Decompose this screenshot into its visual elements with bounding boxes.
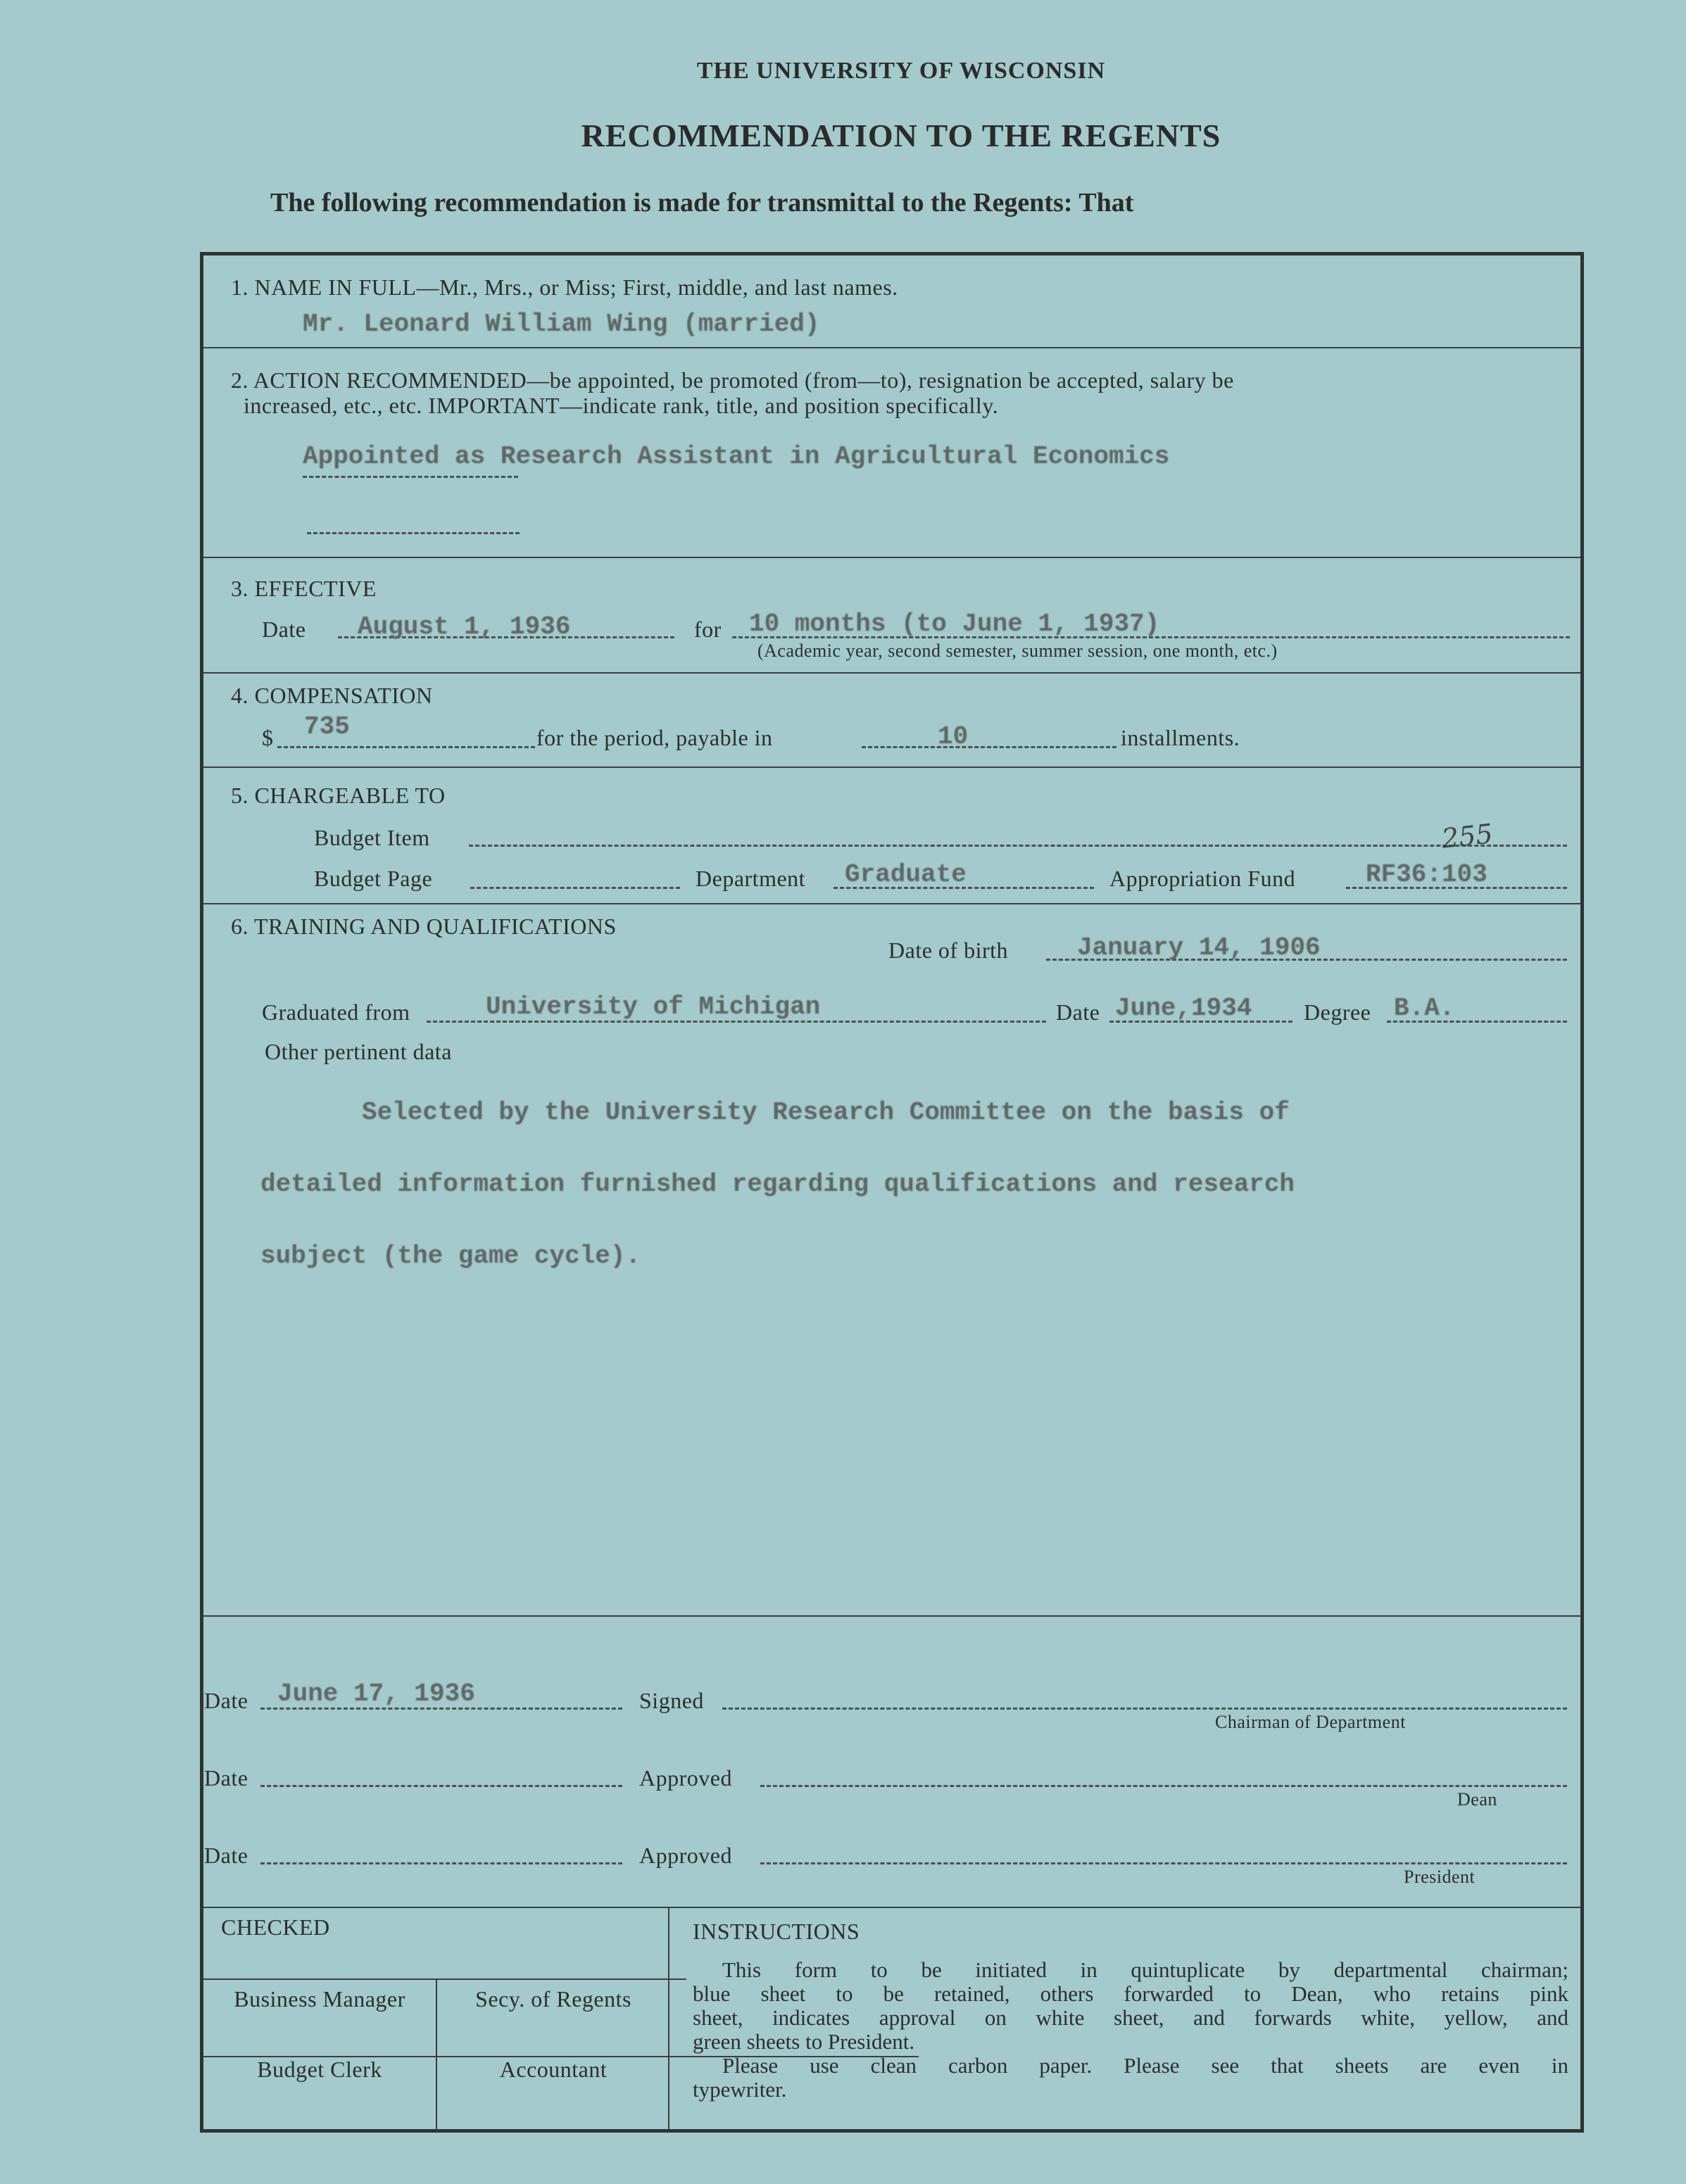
instructions-line: blue sheet to be retained, others forwarded to Dean, who retains pink — [693, 1981, 1568, 2006]
divider — [203, 1907, 1580, 1908]
business-manager-label: Business Manager — [234, 1986, 405, 2012]
fund-label: Appropriation Fund — [1109, 866, 1296, 891]
other-data-line: subject (the game cycle). — [260, 1242, 641, 1270]
name-value: Mr. Leonard William Wing (married) — [303, 310, 820, 339]
degree-label: Degree — [1304, 999, 1371, 1025]
period-text: for the period, payable in — [536, 725, 773, 750]
instructions-line: sheet, indicates approval on white sheet, and forwards white, yellow, and — [693, 2005, 1568, 2030]
budget-clerk-label: Budget Clerk — [257, 2057, 382, 2082]
instructions-line: This form to be initiated in quintuplicate by departmental chairman; — [722, 1957, 1568, 1982]
graduated-label: Graduated from — [262, 999, 410, 1025]
signed-line[interactable] — [722, 1708, 1567, 1710]
checked-title: CHECKED — [221, 1914, 330, 1940]
divider — [203, 903, 1580, 904]
dean-date-line[interactable] — [260, 1785, 622, 1787]
chairman-caption: Chairman of Department — [1215, 1712, 1406, 1732]
president-approved-line[interactable] — [760, 1862, 1567, 1864]
form-intro: The following recommendation is made for transmittal to the Regents: That — [270, 188, 1134, 217]
installments-text: installments. — [1121, 725, 1240, 750]
effective-period-value: 10 months (to June 1, 1937) — [749, 610, 1160, 638]
other-data-line: detailed information furnished regarding qualifications and research — [260, 1170, 1295, 1199]
compensation-amount: 735 — [304, 712, 350, 741]
installments-line — [862, 746, 1116, 748]
amount-line — [277, 746, 535, 748]
instructions-line: typewriter. — [693, 2077, 787, 2102]
installments-value: 10 — [938, 722, 969, 751]
other-data-label: Other pertinent data — [265, 1039, 452, 1064]
graduated-value: University of Michigan — [486, 992, 821, 1021]
accountant-label: Accountant — [499, 2057, 608, 2082]
secy-regents-label: Secy. of Regents — [475, 1986, 631, 2012]
instructions-line: green sheets to President. — [693, 2029, 915, 2054]
dean-approved-line[interactable] — [760, 1785, 1567, 1787]
divider — [203, 347, 1580, 348]
signature-date-label: Date — [204, 1688, 249, 1713]
department-value: Graduate — [845, 860, 967, 889]
effective-label: 3. EFFECTIVE — [231, 576, 377, 601]
president-approved-label: Approved — [639, 1843, 732, 1868]
divider-vertical — [668, 1907, 669, 2129]
action-value: Appointed as Research Assistant in Agricultural Economics — [303, 442, 1170, 471]
president-date-line[interactable] — [260, 1862, 622, 1864]
instructions-title: INSTRUCTIONS — [693, 1919, 860, 1944]
instructions-text — [693, 1958, 1568, 2102]
signature-date-value: June 17, 1936 — [277, 1679, 475, 1708]
action-label-line2: increased, etc., etc. IMPORTANT—indicate rank, title, and position specifically. — [244, 393, 999, 418]
divider — [203, 557, 1580, 558]
dean-approved-label: Approved — [639, 1765, 732, 1791]
dob-label: Date of birth — [888, 938, 1008, 963]
department-label: Department — [696, 866, 806, 891]
fund-value: RF36:103 — [1366, 860, 1487, 889]
dean-date-label: Date — [204, 1765, 249, 1791]
action-label-line1: 2. ACTION RECOMMENDED—be appointed, be promoted (from—to), resignation be accepted, salary be — [231, 367, 1234, 393]
grad-date-value: June,1934 — [1115, 994, 1252, 1023]
compensation-label: 4. COMPENSATION — [231, 683, 433, 708]
instructions-line: Please use clean carbon paper. Please see that sheets are even in — [722, 2053, 1568, 2078]
president-caption: President — [1404, 1867, 1476, 1887]
form-title: RECOMMENDATION TO THE REGENTS — [581, 118, 1221, 153]
period-note: (Academic year, second semester, summer session, one month, etc.) — [757, 640, 1278, 661]
other-data-line: Selected by the University Research Committee on the basis of — [362, 1098, 1290, 1127]
divider — [203, 672, 1580, 674]
grad-date-label: Date — [1056, 999, 1100, 1025]
signed-label: Signed — [639, 1688, 704, 1713]
divider — [203, 1978, 686, 1980]
effective-date-value: August 1, 1936 — [358, 612, 571, 641]
underline — [303, 476, 518, 478]
name-label: 1. NAME IN FULL—Mr., Mrs., or Miss; First, middle, and last names. — [231, 274, 898, 300]
currency-sign: $ — [262, 725, 274, 750]
institution-name: THE UNIVERSITY OF WISCONSIN — [696, 58, 1106, 84]
president-date-label: Date — [204, 1843, 249, 1868]
chargeable-label: 5. CHARGEABLE TO — [231, 783, 446, 808]
budget-page-line — [470, 887, 680, 889]
budget-item-label: Budget Item — [314, 825, 430, 850]
divider — [203, 1615, 1580, 1617]
training-label: 6. TRAINING AND QUALIFICATIONS — [231, 914, 617, 939]
budget-item-line — [469, 845, 1567, 847]
dob-value: January 14, 1906 — [1077, 933, 1321, 962]
budget-page-label: Budget Page — [314, 866, 433, 891]
effective-date-label: Date — [262, 617, 306, 642]
divider — [203, 766, 1580, 768]
underline — [307, 532, 520, 534]
effective-for-label: for — [694, 617, 722, 642]
dean-caption: Dean — [1457, 1789, 1497, 1810]
handwritten-number: 255 — [1440, 818, 1495, 854]
degree-value: B.A. — [1394, 994, 1455, 1023]
